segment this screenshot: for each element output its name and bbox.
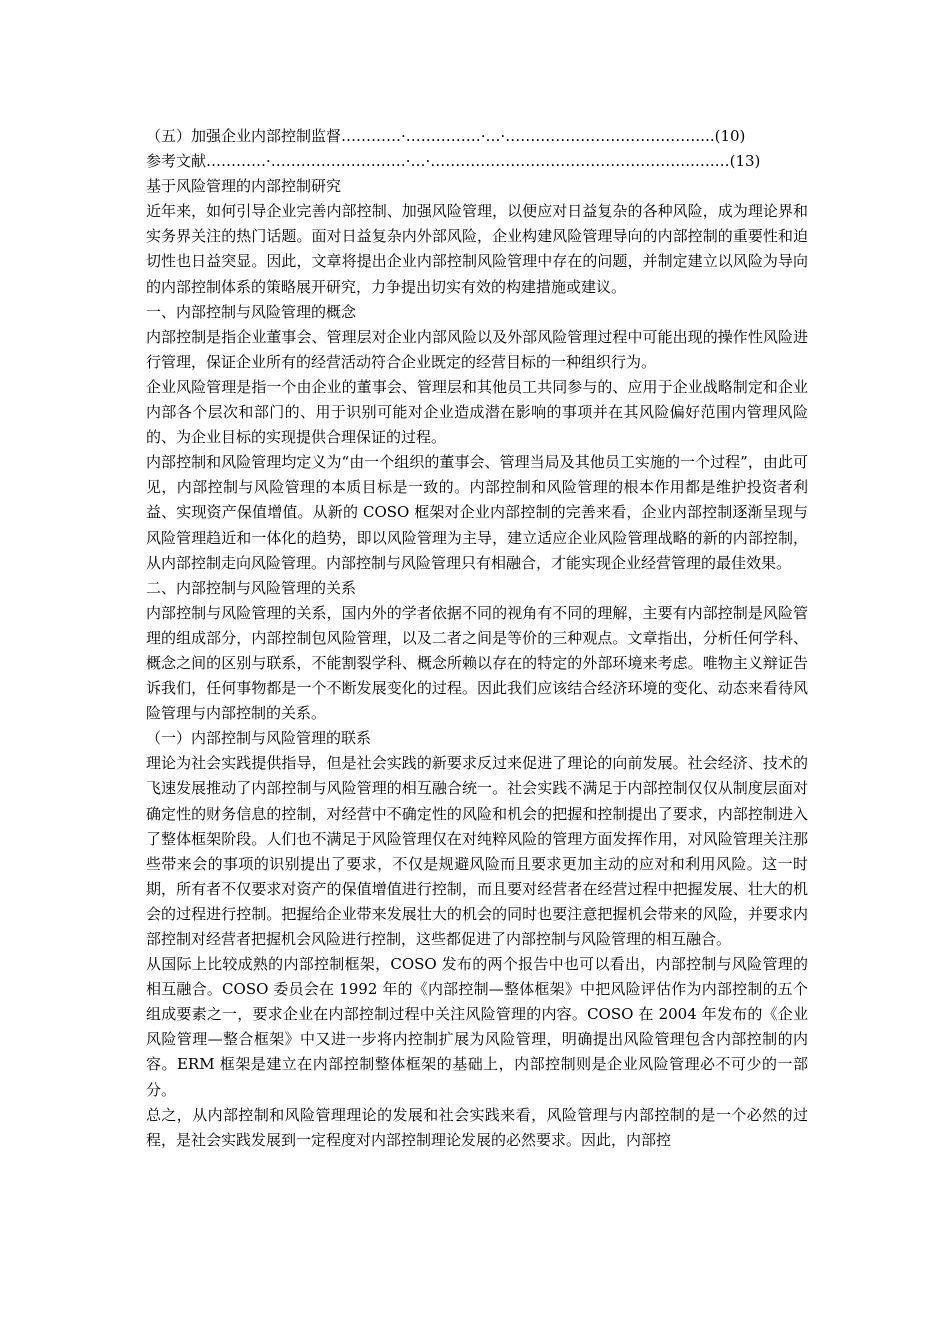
intro-paragraph: 近年来，如何引导企业完善内部控制、加强风险管理，以便应对日益复杂的各种风险，成为理论界和实务界关注的热门话题。面对日益复杂内外部风险，企业构建风险管理导向的内部控制的重要性和迫切性也日益突显。因此，文章将提出企业内部控制风险管理中存在的问题，并制定建立以风险为导向的内部控制体系的策略展开研究，力争提出切实有效的构建措施或建议。	[146, 202, 808, 296]
article-title: 基于风险管理的内部控制研究	[146, 177, 342, 196]
section-2-heading: 二、内部控制与风险管理的关系	[146, 578, 357, 597]
subsection-1-paragraph: 从国际上比较成熟的内部控制框架，COSO 发布的两个报告中也可以看出，内部控制与风险管理的相互融合。COSO 委员会在 1992 年的《内部控制—整体框架》中把风险评估作为内部控制的五个组成要素之一，要求企业在内部控制过程中关注风险管理的内容。COSO 在 2004 年发布的《企业风险管理—整合框架》中又进一步将内控制扩展为风险管理，明确提出风险管理包含内部控制的内容。ERM 框架是建立在内部控制整体框架的基础上，内部控制则是企业风险管理必不可少的一部分。	[146, 955, 808, 1099]
section-2-paragraph: 内部控制与风险管理的关系，国内外的学者依据不同的视角有不同的理解，主要有内部控制是风险管理的组成部分，内部控制包风险管理，以及二者之间是等价的三种观点。文章指出，分析任何学科、概念之间的区别与联系，不能割裂学科、概念所赖以存在的特定的外部环境来考虑。唯物主义辩证告诉我们，任何事物都是一个不断发展变化的过程。因此我们应该结合经济环境的变化、动态来看待风险管理与内部控制的关系。	[146, 603, 808, 723]
section-1-heading: 一、内部控制与风险管理的概念	[146, 302, 357, 321]
section-1-paragraph: 内部控制和风险管理均定义为“由一个组织的董事会、管理当局及其他员工实施的一个过程”，由此可见，内部控制与风险管理的本质目标是一致的。内部控制和风险管理的根本作用都是维护投资者利益、实现资产保值增值。从新的 COSO 框架对企业内部控制的完善来看，企业内部控制逐渐呈现与风险管理趋近和一体化的趋势，即以风险管理为主导，建立适应企业风险管理战略的新的内部控制，从内部控制走向风险管理。内部控制与风险管理只有相融合，才能实现企业经营管理的最佳效果。	[146, 453, 808, 572]
section-1-paragraph: 企业风险管理是指一个由企业的董事会、管理层和其他员工共同参与的、应用于企业战略制定和企业内部各个层次和部门的、用于识别可能对企业造成潜在影响的事项并在其风险偏好范围内管理风险的、为企业目标的实现提供合理保证的过程。	[146, 377, 808, 447]
subsection-1-heading: （一）内部控制与风险管理的联系	[146, 729, 372, 748]
subsection-1-paragraph: 总之，从内部控制和风险管理理论的发展和社会实践来看，风险管理与内部控制的是一个必然的过程，是社会实践发展到一定程度对内部控制理论发展的必然要求。因此，内部控	[146, 1105, 808, 1149]
toc-entry-5[interactable]: （五）加强企业内部控制监督…………·……………·…·…………………………………...(10)	[146, 127, 746, 145]
document-page	[146, 124, 808, 1153]
toc-entry-references[interactable]: 参考文献…………·………………………·…·……………………………………………..….…(13)	[146, 152, 761, 171]
subsection-1-paragraph: 理论为社会实践提供指导，但是社会实践的新要求反过来促进了理论的向前发展。社会经济、技术的飞速发展推动了内部控制与风险管理的相互融合统一。社会实践不满足于内部控制仅仅从制度层面对确定性的财务信息的控制，对经营中不确定性的风险和机会的把握和控制提出了要求，内部控制进入了整体框架阶段。人们也不满足于风险管理仅在对纯粹风险的管理方面发挥作用，对风险管理关注那些带来会的事项的识别提出了要求，不仅是规避风险而且要求更加主动的应对和利用风险。这一时期，所有者不仅要求对资产的保值增值进行控制，而且要对经营者在经营过程中把握发展、壮大的机会的过程进行控制。把握给企业带来发展壮大的机会的同时也要注意把握机会带来的风险，并要求内部控制对经营者把握机会风险进行控制，这些都促进了内部控制与风险管理的相互融合。	[146, 754, 808, 948]
section-1-paragraph: 内部控制是指企业董事会、管理层对企业内部风险以及外部风险管理过程中可能出现的操作性风险进行管理，保证企业所有的经营活动符合企业既定的经营目标的一种组织行为。	[146, 327, 808, 371]
